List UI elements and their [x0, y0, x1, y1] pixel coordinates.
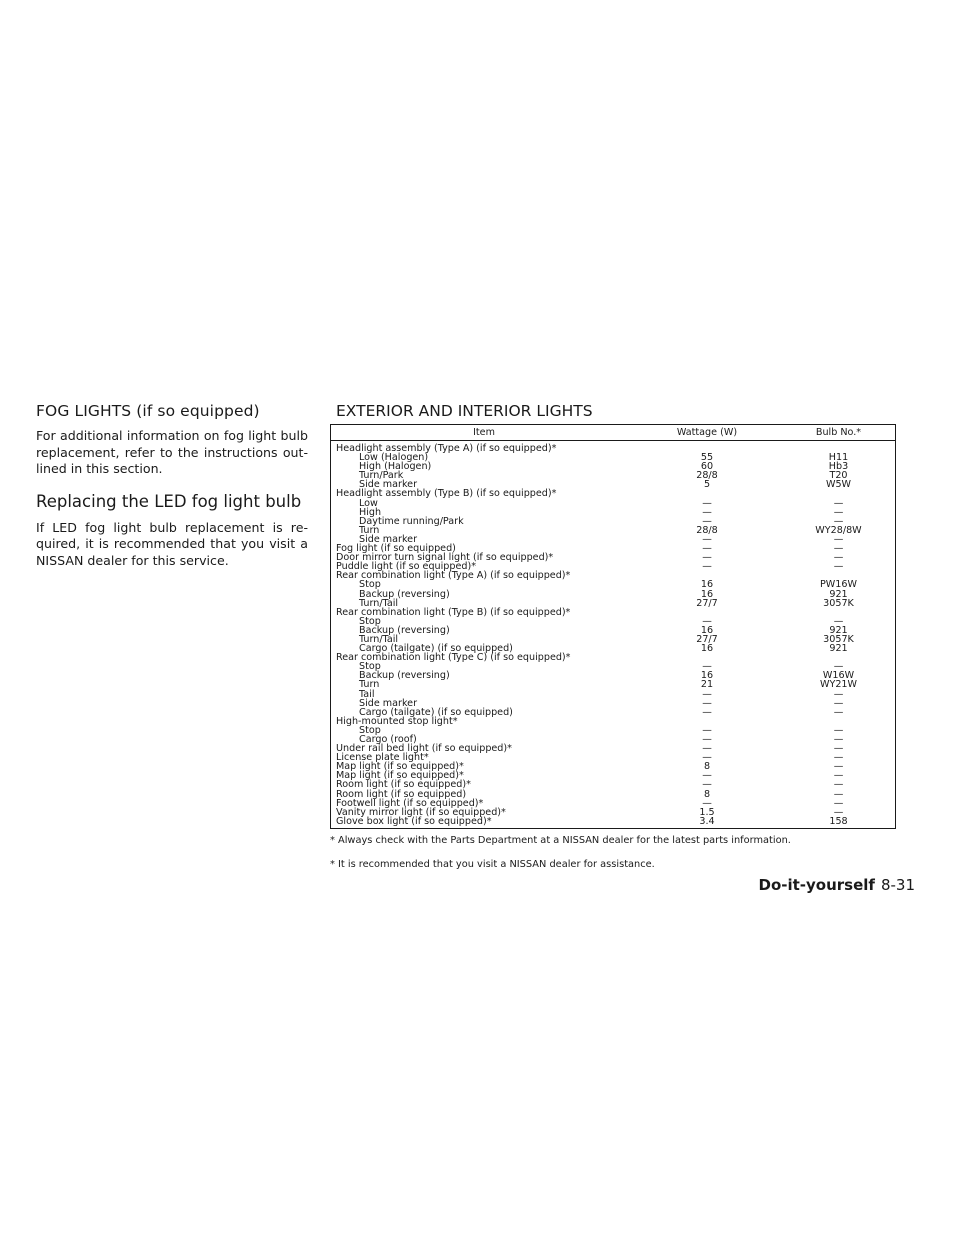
footnote-dealer: * It is recommended that you visit a NISSAN dealer for assistance. — [330, 858, 655, 870]
row-wattage-text: 28/8 — [696, 470, 718, 482]
lights-table — [330, 424, 896, 829]
row-bulb-text: 921 — [829, 643, 848, 655]
row-bulb-text: 3057K — [823, 633, 854, 645]
row-wattage-text: 8 — [703, 788, 711, 800]
row-wattage — [632, 599, 782, 608]
row-wattage — [632, 644, 782, 653]
fog-lights-heading: FOG LIGHTS (if so equipped) — [36, 402, 260, 420]
row-bulb-text: — — [833, 533, 844, 545]
table-row — [331, 462, 896, 471]
row-bulb-text: — — [833, 788, 844, 800]
row-item-text: Room light (if so equipped) — [336, 788, 467, 800]
row-item-text: Glove box light (if so equipped)* — [336, 815, 492, 827]
row-item-text: High-mounted stop light* — [336, 715, 458, 727]
row-wattage-text: — — [702, 561, 712, 573]
row-wattage-text: 27/7 — [696, 597, 718, 609]
row-wattage-text: 28/8 — [696, 524, 718, 536]
row-bulb-text: — — [833, 724, 844, 736]
table-row — [331, 817, 896, 829]
row-item-text: Stop — [359, 579, 381, 591]
row-wattage-text: 16 — [700, 588, 714, 600]
row-item-text: Headlight assembly (Type B) (if so equipped)* — [336, 488, 557, 500]
row-bulb-text: — — [833, 752, 844, 764]
row-item-text: High — [359, 506, 382, 518]
row-wattage-text: 1.5 — [699, 806, 715, 818]
page-number: 8-31 — [880, 876, 915, 894]
row-bulb-text: W5W — [825, 479, 852, 491]
lights-section — [330, 402, 896, 870]
row-wattage-text: — — [702, 506, 712, 518]
row-item-text: Turn — [359, 679, 380, 691]
row-item-text: Cargo (tailgate) (if so equipped) — [359, 706, 513, 718]
row-bulb-text: 3057K — [823, 597, 854, 609]
row-bulb-text: — — [833, 743, 844, 755]
row-item-text: Cargo (tailgate) (if so equipped) — [359, 643, 513, 655]
row-item-text: Backup (reversing) — [359, 588, 450, 600]
row-bulb-text: — — [833, 779, 844, 791]
footnote-parts: * Always check with the Parts Department at a NISSAN dealer for the latest parts information. — [330, 834, 791, 846]
row-wattage-text: 16 — [700, 624, 714, 636]
table-row — [331, 571, 896, 580]
row-item-text: Low (Halogen) — [359, 452, 429, 464]
row-bulb-text: W16W — [822, 670, 855, 682]
row-item-text: Side marker — [359, 533, 418, 545]
row-bulb-text: — — [833, 615, 844, 627]
row-wattage-text: — — [702, 797, 712, 809]
row-item-text: Vanity mirror light (if so equipped)* — [336, 806, 506, 818]
row-wattage — [632, 562, 782, 571]
row-item-text: Map light (if so equipped)* — [336, 761, 464, 773]
row-bulb-text: — — [833, 506, 844, 518]
row-wattage-text: 27/7 — [696, 633, 718, 645]
row-item-text: Puddle light (if so equipped)* — [336, 561, 477, 573]
row-item-text: Backup (reversing) — [359, 670, 450, 682]
replace-led-text: If LED fog light bulb replacement is re-quired, it is recommended that you visit a NISSAN dealer for this service. — [36, 519, 308, 568]
row-wattage-text: — — [702, 552, 712, 564]
row-wattage-text: — — [702, 734, 712, 745]
row-item-text: High (Halogen) — [359, 461, 432, 473]
table-row — [331, 680, 896, 689]
row-bulb-text: Hb3 — [828, 461, 849, 473]
row-bulb-text: — — [833, 688, 844, 700]
table-row — [331, 489, 896, 498]
row-bulb-text: H11 — [828, 452, 849, 464]
row-bulb-text: WY28/8W — [815, 524, 862, 536]
row-bulb — [782, 644, 896, 653]
row-bulb-text: 921 — [829, 588, 848, 600]
table-row — [331, 653, 896, 662]
row-item-text: Daytime running/Park — [359, 515, 464, 527]
row-wattage — [632, 480, 782, 489]
row-wattage-text: — — [702, 743, 712, 755]
table-header-row — [331, 425, 896, 441]
row-bulb — [782, 817, 896, 829]
row-wattage — [632, 708, 782, 717]
row-item-text: Turn/Tail — [359, 633, 399, 645]
row-bulb-text: 158 — [829, 815, 848, 827]
replace-led-heading: Replacing the LED fog light bulb — [36, 491, 302, 511]
table-row — [331, 590, 896, 599]
table-row — [331, 608, 896, 617]
fog-lights-section — [36, 402, 308, 569]
row-wattage-text: 16 — [700, 579, 714, 591]
row-wattage-text: 60 — [700, 461, 714, 473]
row-item-text: Door mirror turn signal light (if so equipped)* — [336, 552, 554, 564]
row-item-text: Backup (reversing) — [359, 624, 450, 636]
row-wattage-text: — — [702, 543, 712, 555]
row-wattage-text: — — [702, 688, 712, 700]
row-item — [331, 817, 633, 829]
row-item-text: Tail — [359, 688, 375, 700]
row-item-text: Low — [359, 497, 378, 509]
column-header-item: Item — [331, 425, 633, 441]
row-bulb-text: — — [833, 543, 844, 555]
row-item-text: Room light (if so equipped)* — [336, 779, 471, 791]
row-item-text: Turn/Tail — [359, 597, 399, 609]
row-wattage-text: 3.4 — [699, 815, 715, 827]
row-wattage-text: — — [702, 697, 712, 709]
row-bulb-text: PW16W — [820, 579, 857, 591]
row-wattage-text: — — [702, 752, 712, 764]
row-wattage-text: 8 — [703, 761, 711, 773]
row-item-text: Rear combination light (Type B) (if so equipped)* — [336, 606, 571, 618]
row-item-text: Turn — [359, 524, 380, 536]
row-wattage-text: — — [702, 533, 712, 545]
row-item-text: Map light (if so equipped)* — [336, 770, 464, 782]
row-wattage-text: 55 — [700, 452, 714, 464]
row-wattage-text: — — [702, 724, 712, 736]
row-bulb — [782, 562, 896, 571]
column-header-bulb: Bulb No.* — [782, 425, 896, 441]
row-bulb-text: — — [833, 561, 844, 573]
row-bulb-text: — — [833, 770, 844, 782]
row-item-text: Side marker — [359, 479, 418, 491]
table-row — [331, 517, 896, 526]
row-item-text: Turn/Park — [359, 470, 404, 482]
lights-table-body — [331, 441, 896, 829]
row-item-text: Cargo (roof) — [359, 734, 417, 745]
row-bulb-text: T20 — [829, 470, 848, 482]
row-wattage-text: — — [702, 615, 712, 627]
row-wattage — [632, 817, 782, 829]
table-row — [331, 499, 896, 508]
row-wattage-text: 16 — [700, 670, 714, 682]
row-wattage-text: — — [702, 497, 712, 509]
row-bulb-text: — — [833, 806, 844, 818]
row-item-text: Rear combination light (Type C) (if so equipped)* — [336, 652, 571, 664]
row-wattage-text: — — [702, 770, 712, 782]
page-footer — [759, 876, 916, 894]
column-header-wattage: Wattage (W) — [632, 425, 782, 441]
row-item-text: Under rail bed light (if so equipped)* — [336, 743, 512, 755]
row-bulb — [782, 599, 896, 608]
row-bulb-text: — — [833, 552, 844, 564]
row-wattage-text: 21 — [700, 679, 714, 691]
row-bulb-text: — — [833, 497, 844, 509]
row-item-text: Fog light (if so equipped) — [336, 543, 456, 555]
row-item — [331, 680, 633, 689]
row-item-text: Headlight assembly (Type A) (if so equipped)* — [336, 443, 557, 454]
row-bulb-text: 921 — [829, 624, 848, 636]
row-wattage-text: 16 — [700, 643, 714, 655]
footer-section-name: Do-it-yourself — [758, 876, 875, 894]
row-wattage-text: — — [702, 661, 712, 673]
row-bulb-text: — — [833, 515, 844, 527]
row-item-text: Footwell light (if so equipped)* — [336, 797, 484, 809]
row-bulb — [782, 480, 896, 489]
row-bulb-text: — — [833, 797, 844, 809]
row-wattage-text: — — [702, 706, 712, 718]
table-row — [331, 671, 896, 680]
lights-title: EXTERIOR AND INTERIOR LIGHTS — [336, 402, 593, 420]
table-row — [331, 626, 896, 635]
row-bulb-text: WY21W — [819, 679, 858, 691]
table-row — [331, 717, 896, 726]
row-wattage-text: — — [702, 779, 712, 791]
row-item-text: Rear combination light (Type A) (if so equipped)* — [336, 570, 571, 582]
row-bulb-text: — — [833, 761, 844, 773]
row-bulb-text: — — [833, 697, 844, 709]
fog-lights-intro: For additional information on fog light bulb replacement, refer to the instructions out-lined in this section. — [36, 428, 308, 476]
row-item-text: Stop — [359, 615, 381, 627]
row-item-text: Side marker — [359, 697, 418, 709]
row-bulb-text: — — [833, 734, 844, 745]
row-item-text: License plate light* — [336, 752, 429, 764]
row-bulb — [782, 708, 896, 717]
row-item-text: Stop — [359, 724, 381, 736]
row-wattage-text: — — [702, 515, 712, 527]
row-bulb-text: — — [833, 661, 844, 673]
row-item-text: Stop — [359, 661, 381, 673]
row-wattage-text: 5 — [703, 479, 711, 491]
row-bulb-text: — — [833, 706, 844, 718]
